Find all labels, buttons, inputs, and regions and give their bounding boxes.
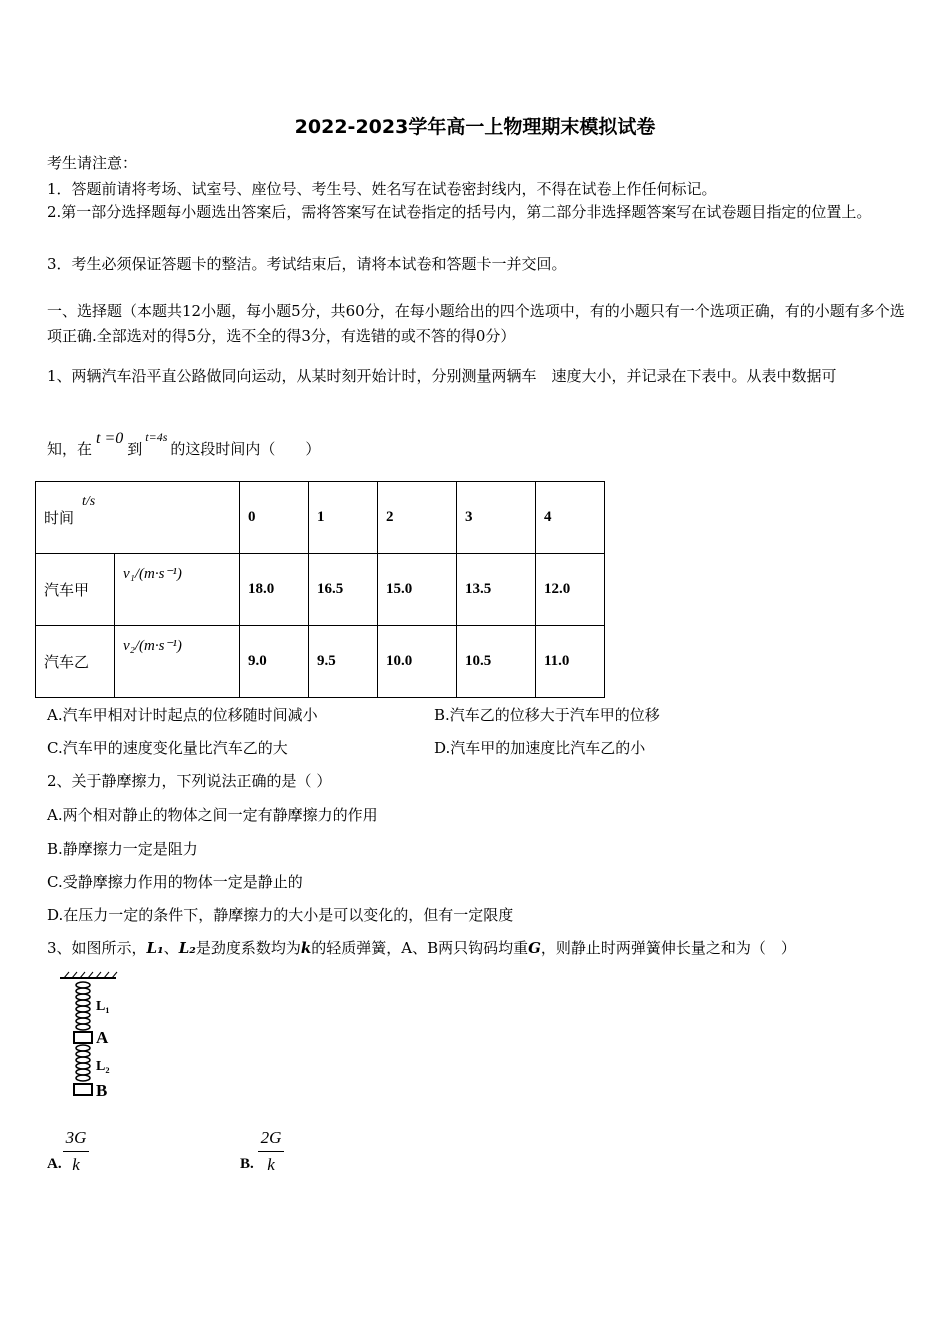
label-a: A xyxy=(96,1028,109,1047)
car-a-name: 汽车甲 xyxy=(36,554,115,626)
weight-b xyxy=(74,1084,92,1095)
car-b-unit: v₂/(m·s⁻¹) xyxy=(115,626,240,698)
q2-option-b[interactable]: B.静摩擦力一定是阻力 xyxy=(47,840,198,858)
car-a-v1: 16.5 xyxy=(309,554,378,626)
section-heading: 一、选择题（本题共12小题，每小题5分，共60分，在每小题给出的四个选项中，有的小题只有一个选项正确，有的小题有多个选项正确.全部选对的得5分，选不全的得3分，有选错的或不答的得0分） xyxy=(47,302,905,345)
notice-heading: 考生请注意： xyxy=(47,154,138,172)
time-0: 0 xyxy=(240,482,309,554)
label-l1: L₁ xyxy=(96,999,110,1014)
q3-l2: L₂ xyxy=(178,939,196,957)
q2-option-d[interactable]: D.在压力一定的条件下，静摩擦力的大小是可以变化的，但有一定限度 xyxy=(47,906,514,924)
q1-option-c[interactable]: C.汽车甲的速度变化量比汽车乙的大 xyxy=(47,739,288,757)
spring-figure xyxy=(58,970,128,1105)
car-a-unit: v₁/(m·s⁻¹) xyxy=(115,554,240,626)
speed-table xyxy=(35,481,605,698)
car-a-v2: 15.0 xyxy=(378,554,457,626)
q3-option-b-label[interactable]: B. xyxy=(240,1156,254,1172)
q3-option-b-num: 2G xyxy=(260,1128,282,1147)
car-a-v0: 18.0 xyxy=(240,554,309,626)
car-b-v3: 10.5 xyxy=(457,626,536,698)
car-a-v3: 13.5 xyxy=(457,554,536,626)
label-l2: L₂ xyxy=(96,1059,110,1074)
q1-option-a[interactable]: A.汽车甲相对计时起点的位移随时间减小 xyxy=(47,706,318,724)
q3-stem-mid: 是劲度系数均为 xyxy=(195,939,301,957)
notice-item-2: 2.第一部分选择题每小题选出答案后，需将答案写在试卷指定的括号内，第二部分非选择题答案写在试卷题目指定的位置上。 xyxy=(47,203,872,221)
time-4: 4 xyxy=(536,482,605,554)
spring-l1 xyxy=(76,982,90,1030)
time-unit: t/s xyxy=(82,494,96,509)
fraction-bar xyxy=(63,1151,89,1152)
time-header xyxy=(36,482,240,554)
q3-stem-pre: 3、如图所示， xyxy=(47,939,147,957)
car-b-v2: 10.0 xyxy=(378,626,457,698)
q3-stem-post: ，则静止时两弹簧伸长量之和为（ ） xyxy=(540,939,796,957)
q3-sep: 、 xyxy=(163,939,179,957)
time-label: 时间 xyxy=(44,511,75,527)
table-row xyxy=(36,554,605,626)
time-2: 2 xyxy=(378,482,457,554)
q3-stem-mid2: 的轻质弹簧，A、B两只钩码均重 xyxy=(311,939,529,957)
q3-option-b-den: k xyxy=(267,1155,275,1174)
label-b: B xyxy=(96,1081,108,1100)
q1-option-b[interactable]: B.汽车乙的位移大于汽车甲的位移 xyxy=(434,706,660,724)
q1-stem-pre: 知，在 xyxy=(47,440,93,458)
q3-option-b-fraction[interactable] xyxy=(258,1128,284,1175)
car-b-v4: 11.0 xyxy=(536,626,605,698)
q3-option-a-num: 3G xyxy=(65,1128,87,1147)
time-1: 1 xyxy=(309,482,378,554)
q1-to: 到 xyxy=(127,440,143,458)
q1-stem-line1: 1、两辆汽车沿平直公路做同向运动，从某时刻开始计时，分别测量两辆车 速度大小，并记录在下表中。从表中数据可 xyxy=(47,367,837,385)
spring-l2 xyxy=(76,1045,90,1081)
q3-option-a-den: k xyxy=(72,1155,80,1174)
q1-stem-post: 的这段时间内（ ） xyxy=(170,440,321,458)
notice-item-3: 3．考生必须保证答题卡的整洁。考试结束后，请将本试卷和答题卡一并交回。 xyxy=(47,255,567,273)
car-a-v4: 12.0 xyxy=(536,554,605,626)
q2-option-a[interactable]: A.两个相对静止的物体之间一定有静摩擦力的作用 xyxy=(47,806,378,824)
q3-l1: L₁ xyxy=(146,939,164,957)
car-b-v1: 9.5 xyxy=(309,626,378,698)
q1-option-d[interactable]: D.汽车甲的加速度比汽车乙的小 xyxy=(434,739,646,757)
q3-option-a-fraction[interactable] xyxy=(63,1128,89,1175)
q3-k: k xyxy=(300,939,312,957)
car-b-name: 汽车乙 xyxy=(36,626,115,698)
q1-stem-line2 xyxy=(47,430,321,459)
q3-option-a-label[interactable]: A. xyxy=(47,1156,62,1172)
t-four: t=4s xyxy=(145,430,168,444)
time-3: 3 xyxy=(457,482,536,554)
page-title: 2022-2023学年高一上物理期末模拟试卷 xyxy=(294,116,656,138)
notice-item-1: 1．答题前请将考场、试室号、座位号、考生号、姓名写在试卷密封线内，不得在试卷上作任何标记。 xyxy=(47,180,717,198)
fraction-bar xyxy=(258,1151,284,1152)
t-zero: t =0 xyxy=(96,430,124,447)
table-row xyxy=(36,626,605,698)
q2-stem: 2、关于静摩擦力，下列说法正确的是（ ） xyxy=(47,772,332,790)
q3-stem xyxy=(47,937,796,958)
weight-a xyxy=(74,1032,92,1043)
car-b-v0: 9.0 xyxy=(240,626,309,698)
q2-option-c[interactable]: C.受静摩擦力作用的物体一定是静止的 xyxy=(47,873,303,891)
q3-g: G xyxy=(528,939,541,957)
